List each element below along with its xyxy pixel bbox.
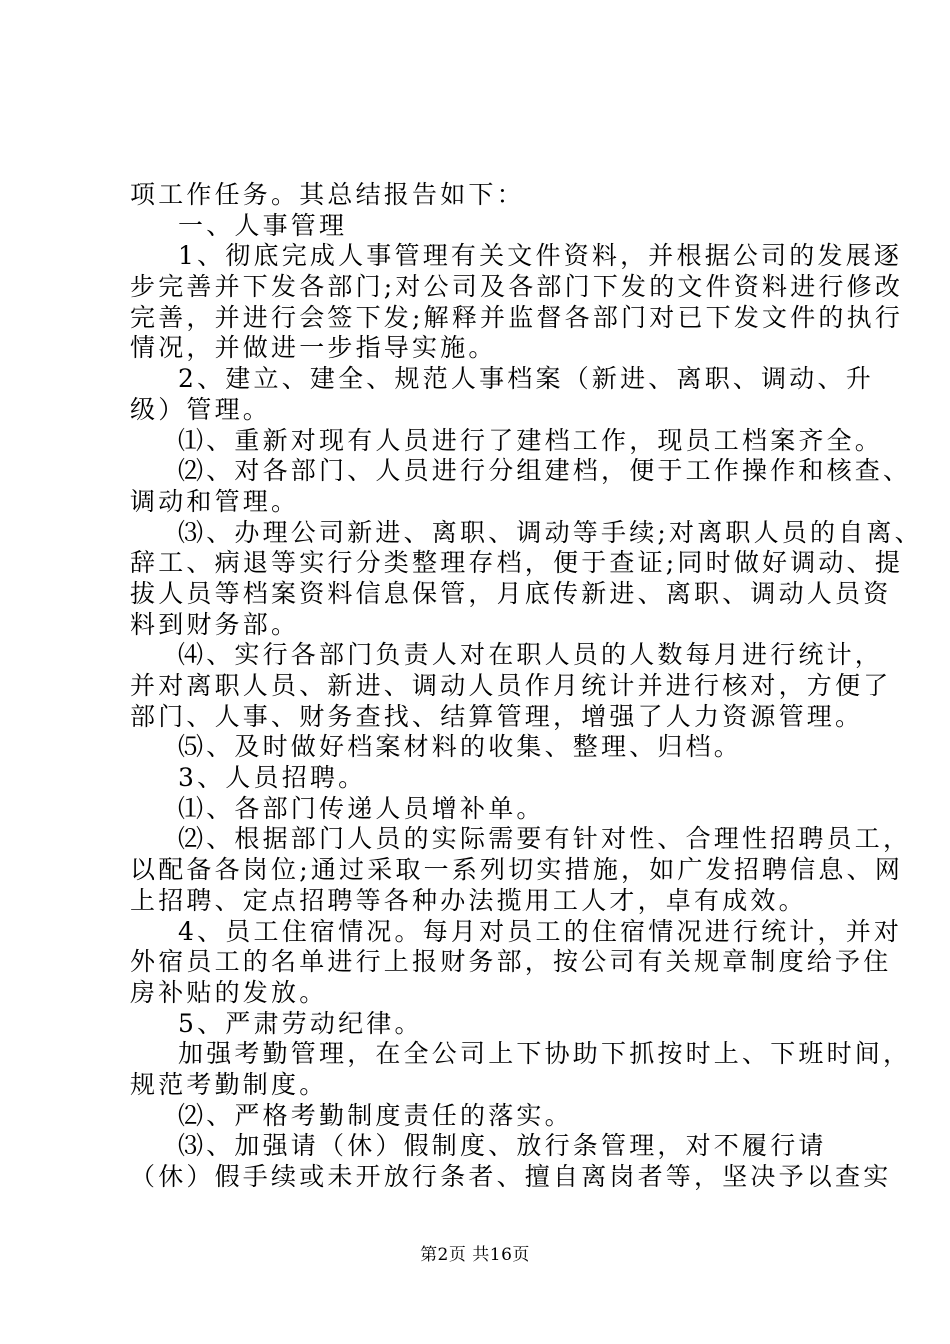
text-line: 规范考勤制度。 — [130, 1070, 328, 1099]
text-line: ⑷、实行各部门负责人对在职人员的人数每月进行统计， — [178, 640, 884, 669]
text-line: ⑵、根据部门人员的实际需要有针对性、合理性招聘员工， — [178, 824, 912, 853]
text-line: 加强考勤管理，在全公司上下协助下抓按时上、下班时间， — [178, 1039, 912, 1068]
text-line: 5、严肃劳动纪律。 — [178, 1009, 423, 1038]
text-line: ⑸、及时做好档案材料的收集、整理、归档。 — [178, 732, 743, 761]
text-line: 级）管理。 — [130, 395, 272, 424]
text-line: 情况，并做进一步指导实施。 — [130, 333, 497, 362]
text-line: 完善，并进行会签下发;解释并监督各部门对已下发文件的执行 — [130, 303, 904, 332]
page-number-footer: 第2页 共16页 — [420, 1245, 530, 1265]
text-line: 料到财务部。 — [130, 610, 300, 639]
text-line: 3、人员招聘。 — [178, 763, 367, 792]
text-line: 外宿员工的名单进行上报财务部，按公司有关规章制度给予住 — [130, 947, 892, 976]
text-line: 1、彻底完成人事管理有关文件资料，并根据公司的发展逐 — [178, 241, 903, 270]
text-line: 房补贴的发放。 — [130, 978, 328, 1007]
text-line: 部门、人事、财务查找、结算管理，增强了人力资源管理。 — [130, 702, 864, 731]
text-line: 项工作任务。其总结报告如下： — [130, 180, 525, 209]
text-line: ⑶、办理公司新进、离职、调动等手续;对离职人员的自离、 — [178, 518, 923, 547]
text-line: （休）假手续或未开放行条者、擅自离岗者等，坚决予以查实 — [130, 1162, 892, 1191]
text-line: 步完善并下发各部门;对公司及各部门下发的文件资料进行修改 — [130, 272, 904, 301]
text-line: ⑴、各部门传递人员增补单。 — [178, 794, 545, 823]
text-line: 并对离职人员、新进、调动人员作月统计并进行核对，方便了 — [130, 671, 892, 700]
text-line: 上招聘、定点招聘等各种办法揽用工人才，卓有成效。 — [130, 886, 807, 915]
section-heading: 一、人事管理 — [178, 211, 348, 240]
text-line: 调动和管理。 — [130, 487, 300, 516]
text-line: 拔人员等档案资料信息保管，月底传新进、离职、调动人员资 — [130, 579, 892, 608]
text-line: 以配备各岗位;通过采取一系列切实措施，如广发招聘信息、网 — [130, 855, 904, 884]
text-line: ⑵、严格考勤制度责任的落实。 — [178, 1101, 573, 1130]
text-line: 4、员工住宿情况。每月对员工的住宿情况进行统计，并对 — [178, 917, 903, 946]
text-line: 辞工、病退等实行分类整理存档，便于查证;同时做好调动、提 — [130, 548, 904, 577]
text-line: ⑵、对各部门、人员进行分组建档，便于工作操作和核查、 — [178, 456, 912, 485]
text-line: 2、建立、建全、规范人事档案（新进、离职、调动、升 — [178, 364, 874, 393]
text-line: ⑶、加强请（休）假制度、放行条管理，对不履行请 — [178, 1131, 827, 1160]
text-line: ⑴、重新对现有人员进行了建档工作，现员工档案齐全。 — [178, 426, 884, 455]
